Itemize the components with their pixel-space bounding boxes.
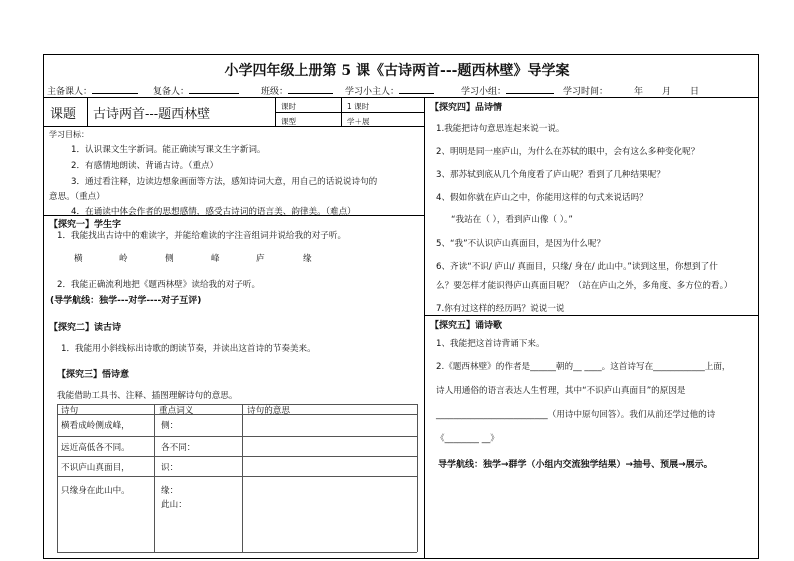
explore1-heading: 【探究一】学生字 bbox=[49, 220, 122, 230]
goals-heading: 学习目标： bbox=[49, 130, 89, 139]
char-item: 横 bbox=[74, 254, 83, 264]
table-row-word2: 此山： bbox=[161, 500, 187, 510]
explore5-item: __________________________（用诗中原句回答）。我们从前还学过他的诗 bbox=[436, 410, 716, 420]
explore5-item: 2.《题西林壁》的作者是______朝的__ ____。这首诗写在____________上面， bbox=[436, 362, 731, 372]
explore4-item: 1.我能把诗句意思连起来说一说。 bbox=[436, 124, 565, 134]
explore3-heading: 【探究三】悟诗意 bbox=[57, 370, 130, 380]
explore5-item: 《________ __》 bbox=[436, 434, 499, 444]
goal-item: 2．有感情地朗读、背诵古诗。（重点） bbox=[71, 161, 219, 171]
table-row-word: 缘： bbox=[161, 486, 179, 496]
info-xuexi-zhuren: 学习小主人： bbox=[345, 84, 434, 97]
goal-item: 4．在诵读中体会作者的思想感情，感受古诗词的语言美、韵律美。（难点） bbox=[71, 207, 356, 217]
explore4-heading: 【探究四】品诗情 bbox=[430, 103, 503, 113]
char-item: 岭 bbox=[119, 254, 128, 264]
goal-item: 意思。（重点） bbox=[49, 192, 105, 202]
explore2-line1: 1．我能用小斜线标出诗歌的朗读节奏，并读出这首诗的节奏美来。 bbox=[61, 344, 316, 354]
info-shijian: 学习时间： bbox=[563, 87, 609, 97]
explore4-item: 3、那苏轼到底从几个角度看了庐山呢？看到了几种结果呢？ bbox=[436, 170, 665, 180]
keshi-value: 1 课时 bbox=[347, 102, 370, 111]
explore4-item: “我站在（ ），看到庐山像（ ）。” bbox=[451, 215, 573, 225]
char-item: 庐 bbox=[256, 254, 265, 264]
goal-item: 1．认识课文生字新词。能正确读写课文生字新词。 bbox=[71, 145, 266, 155]
explore1-line1: 1．我能找出古诗中的难读字，并能给难读的字注音组词并说给我的对子听。 bbox=[57, 231, 347, 241]
meaning-table bbox=[57, 404, 417, 552]
explore1-guide: (导学航线：独学---对学----对子互评) bbox=[50, 296, 202, 306]
info-xiaozu: 学习小组： bbox=[461, 84, 554, 97]
table-row-line: 横看成岭侧成峰， bbox=[61, 421, 130, 431]
divider-explore5 bbox=[424, 315, 759, 316]
char-item: 缘 bbox=[303, 254, 312, 264]
goal-item: 3．通过看注释，边读边想象画面等方法，感知诗词大意，用自己的话说说诗句的 bbox=[71, 177, 378, 187]
char-item: 峰 bbox=[211, 254, 220, 264]
explore5-item: 诗人用通俗的语言表达人生哲理，其中“不识庐山真面目”的原因是 bbox=[436, 386, 686, 396]
info-yue: 月 bbox=[662, 87, 672, 97]
keti-value: 古诗两首---题西林壁 bbox=[93, 107, 211, 122]
info-fubei: 复备人： bbox=[153, 84, 239, 97]
column-header: 诗句的意思 bbox=[247, 406, 290, 416]
explore4-item: 5、“我”不认识庐山真面目，是因为什么呢？ bbox=[436, 239, 606, 249]
explore3-intro: 我能借助工具书、注释、插图理解诗句的意思。 bbox=[57, 391, 238, 401]
table-row-line: 不识庐山真面目， bbox=[61, 463, 130, 473]
explore4-item: 6、齐读“不识/ 庐山/ 真面目，只缘/ 身在/ 此山中。”读到这里，你想到了什 bbox=[436, 262, 718, 272]
keshi-label: 课时 bbox=[281, 102, 296, 111]
explore5-guide: 导学航线：独学→群学（小组内交流独学结果）→抽号、预展→展示。 bbox=[438, 460, 713, 470]
table-row-word: 识： bbox=[161, 463, 179, 473]
divider-keti bbox=[87, 97, 88, 126]
table-row-word: 侧： bbox=[161, 421, 179, 431]
kexing-label: 课型 bbox=[281, 117, 296, 126]
kexing-value: 学＋展 bbox=[347, 117, 370, 126]
explore4-item: 7.你有过这样的经历吗？说说一说 bbox=[436, 304, 565, 314]
explore4-item: 4、假如你就在庐山之中，你能用这样的句式来说话吗？ bbox=[436, 193, 648, 203]
explore5-heading: 【探究五】诵诗歌 bbox=[430, 321, 503, 331]
divider-keshi-row bbox=[275, 112, 424, 113]
column-header: 诗句 bbox=[61, 406, 79, 416]
info-ri: 日 bbox=[690, 87, 700, 97]
page-title: 小学四年级上册第 5 课《古诗两首---题西林壁》导学案 bbox=[224, 63, 570, 79]
explore2-heading: 【探究二】读古诗 bbox=[49, 323, 122, 333]
info-banji: 班级： bbox=[261, 84, 333, 97]
info-nian: 年 bbox=[634, 87, 644, 97]
divider-info bbox=[43, 97, 759, 98]
explore1-line2: 2．我能正确流利地把《题西林壁》读给我的对子听。 bbox=[57, 280, 261, 290]
table-row-word: 各不同： bbox=[161, 443, 196, 453]
column-header: 重点词义 bbox=[159, 406, 194, 416]
info-zhubei: 主备课人： bbox=[47, 84, 138, 97]
table-row-line: 远近高低各不同。 bbox=[61, 443, 130, 453]
explore4-item: 么？要怎样才能识得庐山真面目呢？（站在庐山之外，多角度、多方位的看。） bbox=[436, 281, 733, 291]
explore5-item: 1、我能把这首诗背诵下来。 bbox=[436, 339, 545, 349]
explore4-item: 2、明明是同一座庐山，为什么在苏轼的眼中，会有这么多种变化呢？ bbox=[436, 147, 700, 157]
table-row-line: 只缘身在此山中。 bbox=[61, 486, 130, 496]
char-item: 侧 bbox=[165, 254, 174, 264]
divider-center bbox=[424, 97, 425, 559]
keti-label: 课题 bbox=[50, 107, 77, 122]
